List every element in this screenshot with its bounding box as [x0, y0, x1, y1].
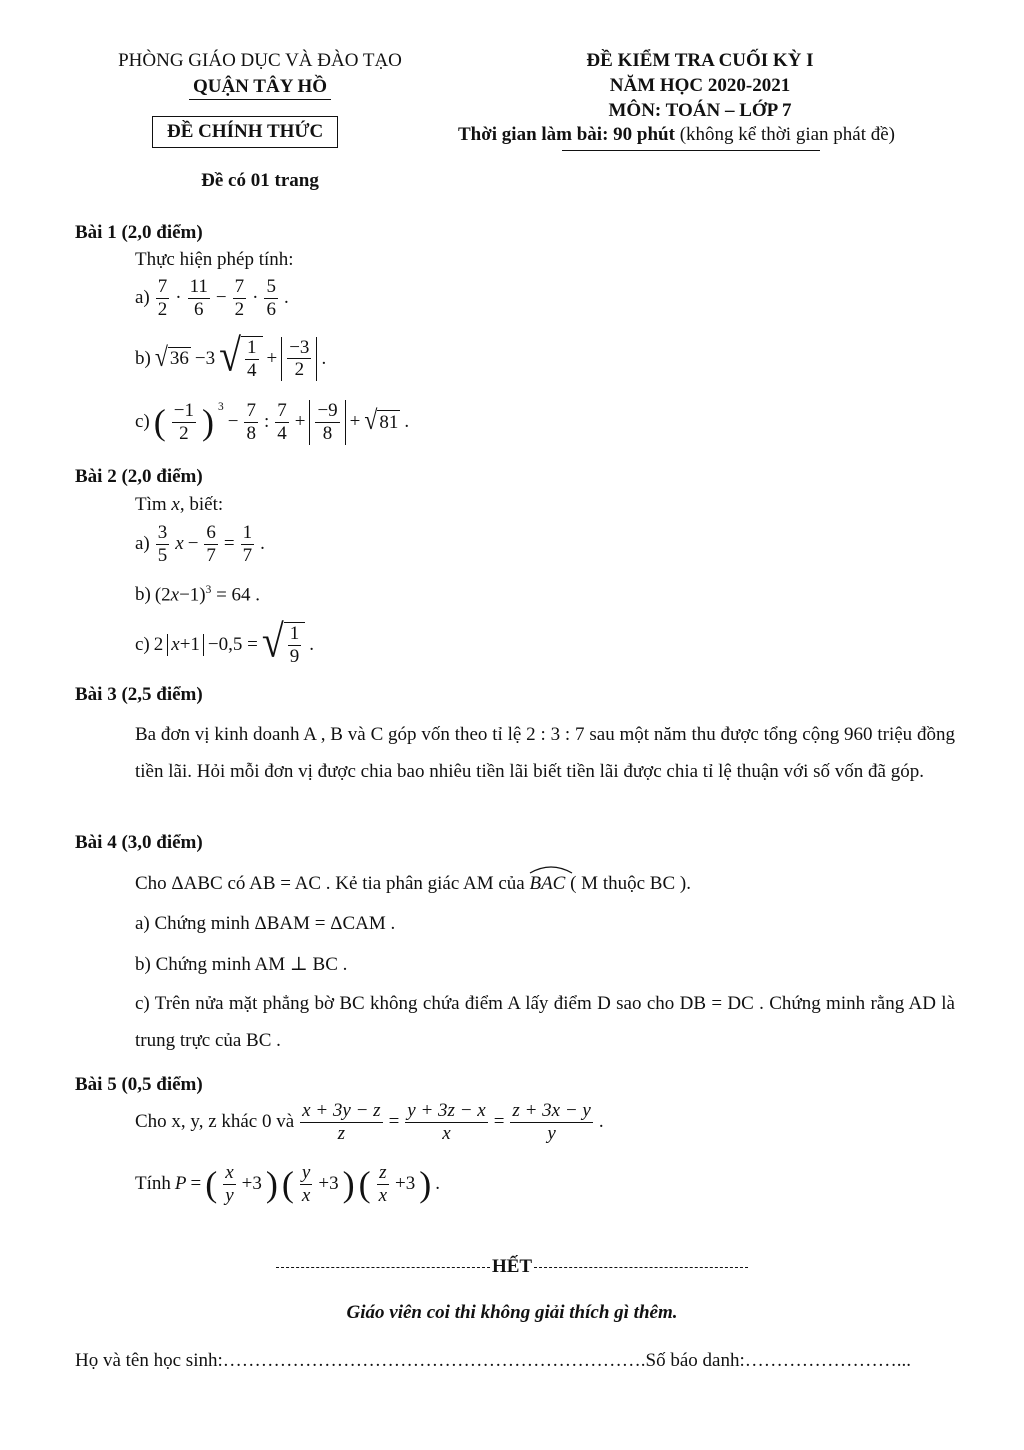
- bai4-intro: [135, 873, 691, 895]
- pages-note: Đề có 01 trang: [201, 170, 319, 191]
- bai1-c: c) ( $\frac{-1}{2}$ ) $^3$ − $\frac{7}{8}$ : $\frac{7}{4}$ + $\frac{-9}{8}$ + √ 81 .: [135, 400, 410, 444]
- bai4-intro-text: Cho ΔABC có AB = AC . Kẻ tia phân giác AM của: [135, 873, 525, 894]
- end-mark-text: HẾT: [491, 1256, 533, 1277]
- department-line-2: [70, 76, 450, 98]
- bai2-instruction-post: , biết:: [179, 494, 224, 515]
- bai5-given-text: Cho x, y, z khác 0 và: [135, 1111, 295, 1133]
- bai2-c-label: c): [135, 633, 150, 655]
- bai3-title: Bài 3 (2,5 điểm): [75, 684, 203, 705]
- bai2-instruction-pre: Tìm: [135, 494, 167, 515]
- candidate-no-dots[interactable]: ……………………...: [744, 1350, 911, 1371]
- bai4-intro-end: ( M thuộc BC ).: [570, 873, 691, 894]
- student-name-label: Họ và tên học sinh:: [75, 1350, 223, 1371]
- subject: MÔN: TOÁN – LỚP 7: [608, 100, 792, 121]
- bai1-title: Bài 1 (2,0 điểm): [75, 222, 203, 243]
- official-box: ĐỀ CHÍNH THỨC: [152, 116, 338, 148]
- bai1-b: b) √ 36 −3 √ $\frac{1}{4}$ + $\frac{-3}{2}$ .: [135, 329, 327, 381]
- bai5-compute: Tính P = ( $\frac{x}{y}$ +3 ) ( $\frac{y}{x}$ +3 ) ( $\frac{z}{x}$ +3 ) .: [135, 1162, 441, 1206]
- bai2-instruction: [135, 494, 223, 516]
- student-info-line: [75, 1350, 955, 1372]
- bai4-angle: [529, 873, 565, 895]
- end-dash-left: [276, 1267, 490, 1268]
- bai2-b-label: b): [135, 584, 151, 606]
- bai4-a: a) Chứng minh ΔBAM = ΔCAM .: [135, 913, 396, 934]
- bai4-b: b) Chứng minh AM ⊥ BC .: [135, 954, 348, 975]
- bai3-text: Ba đơn vị kinh doanh A , B và C góp vốn theo tỉ lệ 2 : 3 : 7 sau một năm thu được tổng cộng 960 triệu đồng tiền lãi. Hỏi mỗi đơn vị được chia bao nhiêu tiền lãi biết tiền lãi được chia tỉ lệ thuận với số vốn đã góp.: [135, 724, 955, 783]
- end-dash-right: [534, 1267, 748, 1268]
- bai5-given: Cho x, y, z khác 0 và $\frac{x + 3y - z}{z}$ = $\frac{y + 3z - x}{x}$ = $\frac{z + 3x - y}{y}$ .: [135, 1100, 604, 1144]
- candidate-no-label: Số báo danh:: [645, 1350, 745, 1371]
- exam-time: [458, 124, 895, 146]
- bai1-c-label: c): [135, 411, 150, 433]
- bai2-instruction-var: x: [171, 494, 180, 515]
- bai4-title: Bài 4 (3,0 điểm): [75, 832, 203, 853]
- official-label: [152, 116, 338, 148]
- exam-time-bold: Thời gian làm bài: 90 phút: [458, 124, 675, 145]
- exam-time-note: (không kể thời gian phát đề): [679, 124, 896, 145]
- exam-title: ĐỀ KIỂM TRA CUỐI KỲ I: [586, 50, 814, 71]
- invigilator-note: Giáo viên coi thi không giải thích gì thêm.: [346, 1302, 678, 1323]
- bai2-title: Bài 2 (2,0 điểm): [75, 466, 203, 487]
- bai2-b: b) $(2x-1)^3 = 64$ .: [135, 584, 261, 606]
- end-mark: [276, 1256, 748, 1278]
- bai4-c: c) Trên nửa mặt phẳng bờ BC không chứa điểm A lấy điểm D sao cho DB = DC . Chứng minh rằng AD là trung trực của BC .: [135, 993, 955, 1052]
- department-line-1: PHÒNG GIÁO DỤC VÀ ĐÀO TẠO: [118, 50, 402, 71]
- bai5-compute-text: Tính: [135, 1173, 171, 1195]
- time-underline: [562, 150, 820, 151]
- school-year: NĂM HỌC 2020-2021: [609, 75, 791, 96]
- bai2-a: a) $\frac{3}{5}$ x − $\frac{6}{7}$ = $\frac{1}{7}$ .: [135, 522, 265, 566]
- bai4-angle-text: BAC: [529, 873, 566, 894]
- bai5-title: Bài 5 (0,5 điểm): [75, 1074, 203, 1095]
- angle-hat-icon: [529, 864, 573, 874]
- bai1-a: a) $\frac{7}{2}$ · $\frac{11}{6}$ − $\frac{7}{2}$ · $\frac{5}{6}$ .: [135, 276, 289, 320]
- bai1-a-label: a): [135, 287, 150, 309]
- student-name-dots[interactable]: ………………………………………………………….: [222, 1350, 646, 1371]
- bai2-c: c) 2 x +1 −0,5 = √ $\frac{1}{9}$ .: [135, 615, 315, 667]
- bai2-a-label: a): [135, 533, 150, 555]
- bai1-b-label: b): [135, 347, 151, 369]
- department-district: QUẬN TÂY HỒ: [189, 76, 331, 100]
- bai1-instruction: Thực hiện phép tính:: [135, 249, 294, 270]
